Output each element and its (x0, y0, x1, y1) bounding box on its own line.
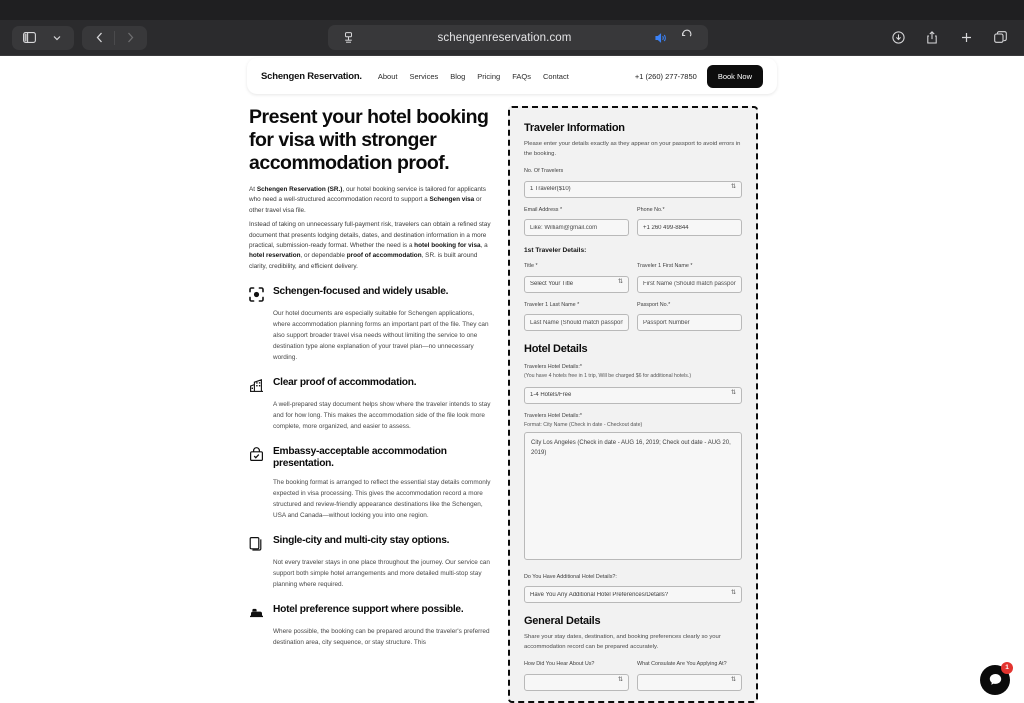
hero-lead-text (249, 185, 492, 272)
chat-widget[interactable] (980, 665, 1010, 695)
feature-item (249, 377, 492, 432)
feature-item (249, 604, 492, 648)
last-name-field[interactable] (524, 314, 629, 331)
book-now-button[interactable]: Book Now (707, 65, 763, 88)
feature-body: Where possible, the booking can be prepared around the traveler's preferred destination area, city sequence, or stay structure. This (273, 627, 490, 646)
header-phone-number[interactable]: +1 (260) 277-7850 (634, 71, 697, 81)
focus-scan-icon (249, 286, 264, 302)
chevron-updown-icon: ⇅ (730, 589, 736, 596)
hear-about-select[interactable] (524, 674, 629, 691)
url-text[interactable]: schengenreservation.com (437, 31, 572, 44)
booking-form-card (508, 106, 758, 703)
hero-p1-mid: , our hotel booking service is tailored for applicants who need a well-structured accommodation record to support a (249, 186, 486, 204)
reader-view-icon[interactable] (336, 27, 362, 49)
nav-item-faqs[interactable]: FAQs (512, 71, 531, 81)
nav-item-blog[interactable]: Blog (450, 71, 466, 81)
traveler-name-row-1 (524, 263, 742, 293)
feature-list (249, 286, 492, 648)
hero-p1-bold-2: Schengen visa (429, 196, 475, 204)
hero-p1-pre: At (249, 186, 257, 193)
general-details-heading: General Details (524, 615, 601, 628)
first-name-label: Traveler 1 First Name * (637, 263, 693, 270)
feature-title: Schengen-focused and widely usable. (273, 286, 449, 297)
hotel-count-hint: (You have 4 hotels free in 1 trip, Will be charged $6 for additional hotels.) (524, 373, 692, 380)
additional-hotel-select[interactable] (524, 586, 742, 603)
general-details-note: Share your stay dates, destination, and booking preferences clearly so your accommodation record can be prepared accurately. (524, 634, 721, 651)
hotel-details-label: Travelers Hotel Details:* (524, 412, 582, 419)
feature-title: Clear proof of accommodation. (273, 377, 417, 389)
back-chevron-icon[interactable] (86, 27, 112, 49)
last-name-label: Traveler 1 Last Name * (524, 301, 580, 308)
feature-title: Hotel preference support where possible. (273, 603, 464, 615)
chevron-down-icon[interactable] (44, 27, 70, 49)
feature-body: Not every traveler stays in one place throughout the journey. Our service can support both simple hotel arrangements and more detailed multi-stop stay planning where required. (273, 558, 490, 588)
hero-p2-pre: Instead of taking on unnecessary full-payment risk, travelers can obtain a refined stay document that presents lodging details, dates, and destination information in a more practical, submission-ready format. Whether the need is a (249, 221, 491, 249)
toolbar-right-icons (888, 27, 1012, 49)
chevron-updown-icon: ⇅ (730, 184, 736, 191)
hotel-details-hint: Format: City Name (Check in date - Checkout date) (524, 421, 643, 428)
first-traveler-heading: 1st Traveler Details: (524, 247, 587, 255)
chevron-updown-icon: ⇅ (730, 677, 736, 684)
consulate-label: What Consulate Are You Applying At? (637, 661, 727, 668)
traveler-name-row-2 (524, 302, 742, 332)
hero-p2-bold-3: proof of accommodation (346, 252, 422, 260)
hotel-count-field (524, 364, 742, 404)
hero-p2-mid-1: , a (480, 241, 488, 249)
email-field[interactable] (524, 219, 629, 236)
title-select[interactable] (524, 276, 629, 293)
additional-hotel-field (524, 574, 742, 604)
site-logo[interactable]: Schengen Reservation. (261, 70, 362, 82)
nav-buttons-group[interactable] (82, 26, 147, 50)
hotel-count-select[interactable] (524, 387, 742, 404)
hotel-details-textarea[interactable] (524, 432, 742, 560)
phone-field-group (637, 207, 742, 237)
traveler-information-note: Please enter your details exactly as they appear on your passport to avoid errors in the booking. (524, 141, 741, 158)
page-title: Present your hotel booking for visa with stronger accommodation proof. (249, 106, 489, 174)
consulate-select[interactable] (637, 674, 742, 691)
first-name-field[interactable] (637, 276, 742, 293)
consulate-field-group (637, 661, 742, 691)
share-icon[interactable] (922, 27, 942, 49)
browser-toolbar (0, 20, 1024, 56)
left-content-column (247, 106, 492, 703)
nav-item-services[interactable]: Services (409, 71, 439, 81)
speaker-audio-icon[interactable] (648, 27, 674, 49)
chat-unread-badge: 1 (1001, 662, 1013, 674)
chevron-updown-icon: ⇅ (730, 390, 736, 397)
passport-field[interactable] (637, 314, 742, 331)
first-name-field-group (637, 263, 742, 293)
tab-overview-icon[interactable] (990, 27, 1010, 49)
hear-about-field-group (524, 661, 629, 691)
passport-label: Passport No.* (637, 301, 671, 308)
hotel-bed-icon (249, 604, 264, 620)
hero-p2-bold-2: hotel reservation (249, 252, 301, 260)
feature-body: The booking format is arranged to reflect the essential stay details commonly expected in visa processing. This gives the accommodation record a more structured and review-friendly appearance destinations like the Schengen, USA and Canada—without locking you into one region. (273, 478, 491, 519)
downloads-icon[interactable] (888, 27, 908, 49)
plus-icon[interactable] (956, 27, 976, 49)
main-nav (378, 72, 569, 81)
hero-p2-mid-2: , or dependable (300, 252, 347, 260)
chevron-updown-icon: ⇅ (617, 677, 623, 684)
address-bar[interactable] (328, 25, 708, 50)
verified-badge-icon (249, 446, 264, 462)
title-label: Title * (524, 263, 538, 270)
feature-title: Single-city and multi-city stay options. (273, 534, 450, 546)
chat-launcher-button[interactable] (980, 665, 1010, 695)
passport-field-group (637, 302, 742, 332)
no-of-travelers-select[interactable] (524, 181, 742, 198)
forward-chevron-icon (117, 27, 143, 49)
building-icon (249, 377, 264, 393)
nav-item-pricing[interactable]: Pricing (477, 71, 501, 81)
nav-item-contact[interactable]: Contact (542, 71, 569, 81)
feature-item (249, 446, 492, 521)
hero-p1-bold-1: Schengen Reservation (SR.) (256, 186, 343, 193)
reload-icon[interactable] (674, 27, 700, 49)
hero-paragraph-1 (249, 185, 492, 216)
feature-title: Embassy-acceptable accommodation presentation. (273, 446, 447, 470)
page-content (247, 56, 777, 703)
toolbar-divider (114, 31, 115, 45)
feature-body: Our hotel documents are especially suitable for Schengen applications, where accommodation planning forms an important part of the file. They can also support broader travel visa needs without limiting the service to one destination type alone explanation of your travel plan—no unnecessary wording. (273, 310, 489, 362)
phone-label: Phone No.* (637, 206, 665, 213)
feature-item (249, 535, 492, 590)
chevron-updown-icon: ⇅ (617, 279, 623, 286)
window-titlebar (0, 0, 1024, 20)
stacked-cards-icon (249, 535, 264, 551)
feature-body: A well-prepared stay document helps show where the traveler intends to stay and for how long. This makes the accommodation side of the file look more complete, more organized, and easier to assess. (273, 401, 491, 431)
right-form-column (508, 106, 758, 703)
no-of-travelers-field (524, 168, 742, 198)
chat-bubble-icon (988, 672, 1003, 687)
hero-paragraph-2 (249, 220, 492, 272)
nav-item-about[interactable]: About (377, 71, 398, 81)
email-field-group (524, 207, 629, 237)
contact-fields-row (524, 207, 742, 237)
hotel-count-label: Travelers Hotel Details:* (524, 364, 582, 371)
email-label: Email Address * (524, 206, 563, 213)
title-field-group (524, 263, 629, 293)
sidebar-icon[interactable] (16, 27, 42, 49)
hero-p2-end: , SR. is built around clarity, credibility, and efficient delivery. (249, 252, 478, 270)
last-name-field-group (524, 302, 629, 332)
hero-p2-bold-1: hotel booking for visa (414, 241, 481, 249)
hotel-details-heading: Hotel Details (524, 343, 588, 356)
additional-hotel-label: Do You Have Additional Hotel Details?: (524, 573, 617, 580)
sidebar-toggle-group[interactable] (12, 26, 74, 50)
hero-p1-end: or other travel visa file. (249, 196, 482, 214)
traveler-information-heading: Traveler Information (524, 122, 625, 134)
general-details-row (524, 661, 742, 691)
hear-about-label: How Did You Hear About Us? (524, 661, 595, 668)
page-viewport (0, 56, 1024, 703)
site-header (247, 58, 777, 94)
feature-item (249, 286, 492, 363)
hotel-details-field (524, 413, 742, 565)
no-of-travelers-label: No. Of Travelers (524, 168, 564, 175)
phone-field[interactable] (637, 219, 742, 236)
